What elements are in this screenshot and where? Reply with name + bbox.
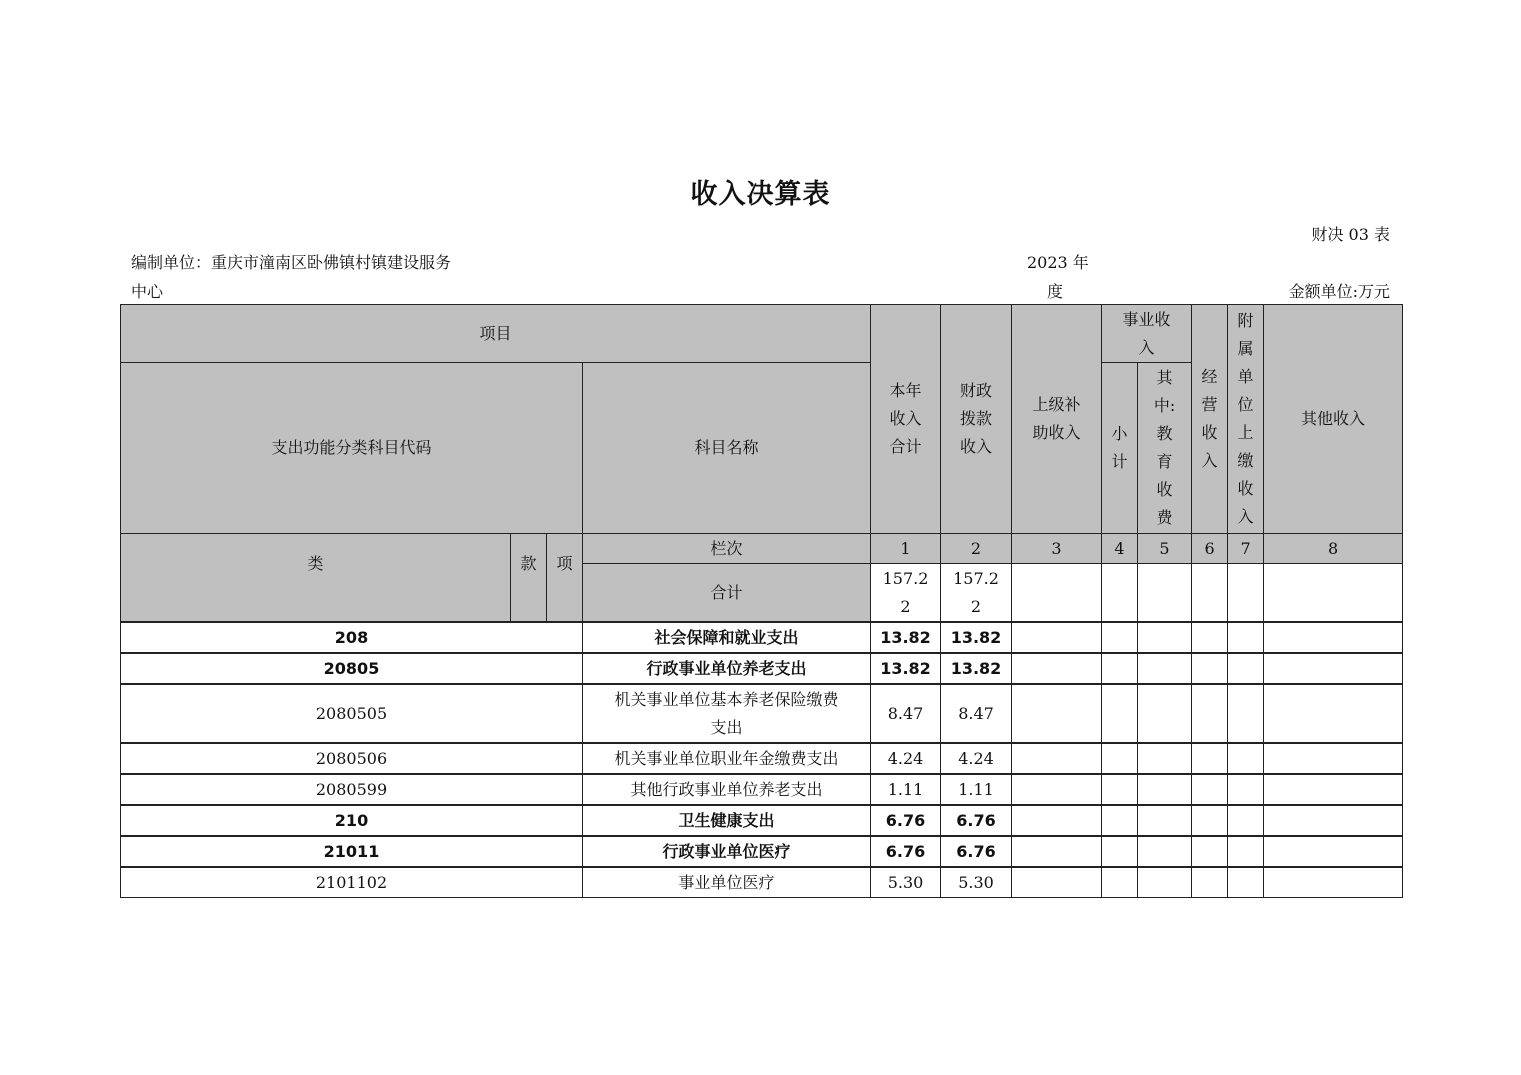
fiscal-year-line2: 度: [1047, 282, 1064, 301]
header-other-income: 其他收入: [1264, 305, 1403, 534]
header-superior-subsidy: 上级补 助收入: [1012, 305, 1102, 534]
row-empty-cell: [1264, 743, 1403, 774]
row-empty-cell: [1138, 805, 1192, 836]
row-empty-cell: [1102, 774, 1138, 805]
total-c2: 157.2 2: [941, 564, 1012, 623]
row-fiscal-income: 5.30: [941, 867, 1012, 898]
table-row: [121, 836, 1403, 867]
table-row: [121, 743, 1403, 774]
row-empty-cell: [1192, 653, 1228, 684]
row-empty-cell: [1264, 684, 1403, 743]
fiscal-year-line1: 2023 年: [1027, 253, 1089, 272]
row-empty-cell: [1102, 653, 1138, 684]
row-fiscal-income: 6.76: [941, 805, 1012, 836]
row-empty-cell: [1138, 684, 1192, 743]
header-kuan: 款: [511, 534, 547, 623]
row-empty-cell: [1192, 774, 1228, 805]
row-empty-cell: [1228, 653, 1264, 684]
row-empty-cell: [1192, 867, 1228, 898]
row-code: 20805: [121, 653, 583, 684]
header-code: 支出功能分类科目代码: [121, 363, 583, 534]
row-empty-cell: [1228, 836, 1264, 867]
row-empty-cell: [1012, 684, 1102, 743]
row-name: 行政事业单位医疗: [583, 836, 871, 867]
row-empty-cell: [1102, 622, 1138, 653]
row-code: 2101102: [121, 867, 583, 898]
row-empty-cell: [1228, 805, 1264, 836]
row-empty-cell: [1102, 684, 1138, 743]
row-empty-cell: [1264, 622, 1403, 653]
col-no-4: 4: [1102, 534, 1138, 564]
row-empty-cell: [1228, 622, 1264, 653]
col-no-6: 6: [1192, 534, 1228, 564]
row-empty-cell: [1138, 653, 1192, 684]
table-row: [121, 774, 1403, 805]
compiling-unit-line2: 中心: [131, 282, 164, 301]
row-empty-cell: [1012, 653, 1102, 684]
row-total-income: 8.47: [871, 684, 941, 743]
header-operating-income: 经 营 收 入: [1192, 305, 1228, 534]
row-name: 事业单位医疗: [583, 867, 871, 898]
row-empty-cell: [1264, 805, 1403, 836]
row-empty-cell: [1138, 622, 1192, 653]
row-fiscal-income: 8.47: [941, 684, 1012, 743]
row-code: 21011: [121, 836, 583, 867]
header-xiang: 项: [547, 534, 583, 623]
table-row: [121, 805, 1403, 836]
row-empty-cell: [1102, 867, 1138, 898]
header-row-1: [121, 305, 1403, 363]
header-name: 科目名称: [583, 363, 871, 534]
table-row: [121, 867, 1403, 898]
row-code: 208: [121, 622, 583, 653]
income-table: [120, 304, 1403, 898]
row-empty-cell: [1102, 743, 1138, 774]
row-empty-cell: [1012, 743, 1102, 774]
row-empty-cell: [1192, 684, 1228, 743]
row-empty-cell: [1192, 836, 1228, 867]
row-fiscal-income: 1.11: [941, 774, 1012, 805]
row-empty-cell: [1192, 622, 1228, 653]
header-fiscal-income: 财政 拨款 收入: [941, 305, 1012, 534]
row-total-income: 5.30: [871, 867, 941, 898]
col-no-7: 7: [1228, 534, 1264, 564]
total-c1: 157.2 2: [871, 564, 941, 623]
row-empty-cell: [1228, 774, 1264, 805]
row-fiscal-income: 13.82: [941, 653, 1012, 684]
row-fiscal-income: 4.24: [941, 743, 1012, 774]
row-empty-cell: [1138, 867, 1192, 898]
data-rows: [121, 622, 1403, 898]
row-fiscal-income: 6.76: [941, 836, 1012, 867]
row-total-income: 4.24: [871, 743, 941, 774]
header-total-income: 本年 收入 合计: [871, 305, 941, 534]
row-total-income: 6.76: [871, 805, 941, 836]
row-empty-cell: [1228, 867, 1264, 898]
row-empty-cell: [1192, 743, 1228, 774]
table-row: [121, 622, 1403, 653]
row-total-income: 1.11: [871, 774, 941, 805]
amount-unit: 金额单位:万元: [1288, 282, 1390, 301]
col-no-2: 2: [941, 534, 1012, 564]
row-empty-cell: [1138, 743, 1192, 774]
row-name: 社会保障和就业支出: [583, 622, 871, 653]
column-number-row: [121, 534, 1403, 564]
row-code: 2080505: [121, 684, 583, 743]
header-subtotal: 小 计: [1102, 363, 1138, 534]
row-empty-cell: [1012, 836, 1102, 867]
header-business-income: 事业收 入: [1102, 305, 1192, 363]
col-no-3: 3: [1012, 534, 1102, 564]
row-total-income: 6.76: [871, 836, 941, 867]
compiling-unit-line1: 编制单位：重庆市潼南区卧佛镇村镇建设服务: [131, 253, 452, 272]
row-fiscal-income: 13.82: [941, 622, 1012, 653]
form-number: 财决 03 表: [1311, 225, 1390, 244]
header-affiliated-income: 附 属 单 位 上 缴 收 入: [1228, 305, 1264, 534]
row-total-income: 13.82: [871, 653, 941, 684]
table-row: [121, 653, 1403, 684]
row-name: 卫生健康支出: [583, 805, 871, 836]
row-empty-cell: [1102, 836, 1138, 867]
row-total-income: 13.82: [871, 622, 941, 653]
row-empty-cell: [1192, 805, 1228, 836]
row-empty-cell: [1012, 622, 1102, 653]
col-no-1: 1: [871, 534, 941, 564]
row-code: 2080599: [121, 774, 583, 805]
row-empty-cell: [1138, 774, 1192, 805]
row-code: 210: [121, 805, 583, 836]
row-empty-cell: [1012, 774, 1102, 805]
row-name: 机关事业单位基本养老保险缴费 支出: [583, 684, 871, 743]
row-empty-cell: [1012, 805, 1102, 836]
header-item: 项目: [121, 305, 871, 363]
row-empty-cell: [1264, 653, 1403, 684]
header-column-no: 栏次: [583, 534, 871, 564]
row-empty-cell: [1264, 836, 1403, 867]
row-name: 行政事业单位养老支出: [583, 653, 871, 684]
total-label: 合计: [583, 564, 871, 623]
col-no-5: 5: [1138, 534, 1192, 564]
row-empty-cell: [1228, 743, 1264, 774]
page-title: 收入决算表: [690, 179, 831, 210]
col-no-8: 8: [1264, 534, 1403, 564]
row-empty-cell: [1264, 774, 1403, 805]
row-empty-cell: [1102, 805, 1138, 836]
row-empty-cell: [1138, 836, 1192, 867]
row-empty-cell: [1264, 867, 1403, 898]
row-name: 机关事业单位职业年金缴费支出: [583, 743, 871, 774]
row-empty-cell: [1228, 684, 1264, 743]
row-code: 2080506: [121, 743, 583, 774]
header-lei: 类: [121, 534, 511, 623]
row-name: 其他行政事业单位养老支出: [583, 774, 871, 805]
table-row: [121, 684, 1403, 743]
row-empty-cell: [1012, 867, 1102, 898]
header-education-fee: 其 中: 教 育 收 费: [1138, 363, 1192, 534]
